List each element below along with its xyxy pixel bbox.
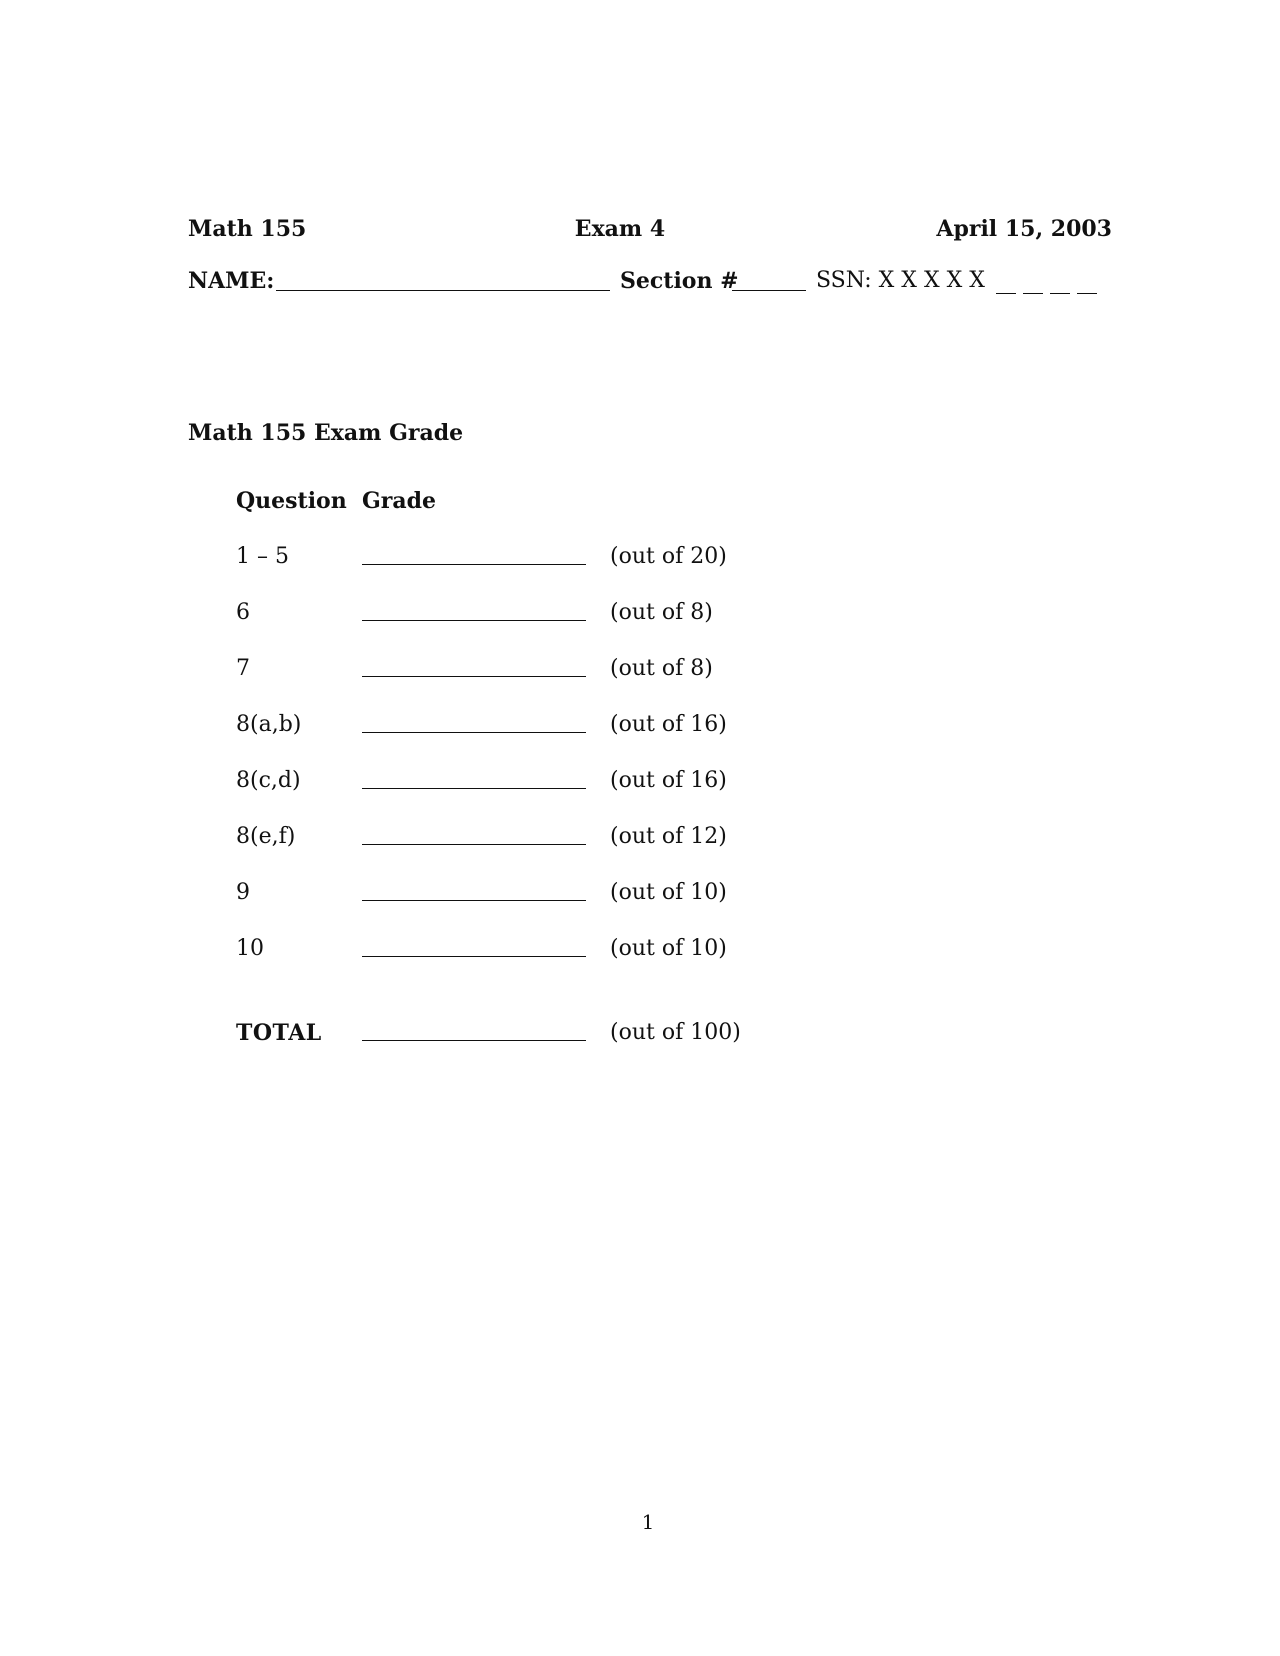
section-field[interactable]: [732, 290, 806, 291]
max-points: (out of 8): [610, 656, 713, 681]
grade-row: [0, 656, 1280, 686]
name-label: NAME:: [188, 268, 275, 294]
max-points: (out of 16): [610, 712, 727, 737]
grade-field[interactable]: [362, 620, 586, 621]
grade-row: [0, 936, 1280, 966]
total-grade-field[interactable]: [362, 1040, 586, 1041]
grade-row: [0, 712, 1280, 742]
question-label: 8(a,b): [236, 712, 302, 737]
grade-row: [0, 880, 1280, 910]
max-points: (out of 16): [610, 768, 727, 793]
grade-section-title: Math 155 Exam Grade: [188, 420, 464, 446]
grade-row: [0, 544, 1280, 574]
grade-field[interactable]: [362, 900, 586, 901]
max-points: (out of 8): [610, 600, 713, 625]
exam-date: April 15, 2003: [936, 216, 1112, 242]
question-label: 1 – 5: [236, 544, 289, 569]
section-label: Section #: [620, 268, 739, 294]
ssn-digit-field-2[interactable]: [1023, 293, 1043, 294]
grade-field[interactable]: [362, 732, 586, 733]
max-points: (out of 10): [610, 880, 727, 905]
total-label: TOTAL: [236, 1020, 322, 1046]
grade-row: [0, 600, 1280, 630]
grade-field[interactable]: [362, 676, 586, 677]
max-points: (out of 12): [610, 824, 727, 849]
grade-field[interactable]: [362, 844, 586, 845]
grade-field[interactable]: [362, 788, 586, 789]
question-label: 9: [236, 880, 250, 905]
total-row: [0, 1020, 1280, 1050]
max-points: (out of 10): [610, 936, 727, 961]
question-label: 6: [236, 600, 250, 625]
grade-field[interactable]: [362, 564, 586, 565]
grade-field[interactable]: [362, 956, 586, 957]
ssn-digit-field-3[interactable]: [1050, 293, 1070, 294]
ssn-digit-field-1[interactable]: [996, 293, 1016, 294]
exam-title: Exam 4: [574, 216, 666, 242]
grade-row: [0, 768, 1280, 798]
question-label: 10: [236, 936, 264, 961]
question-label: 8(e,f): [236, 824, 296, 849]
grade-column-header: Grade: [362, 488, 437, 514]
page-number: 1: [641, 1510, 655, 1534]
course-title: Math 155: [188, 216, 307, 242]
ssn-label: SSN: X X X X X: [816, 268, 985, 293]
question-column-header: Question: [236, 488, 347, 514]
question-label: 7: [236, 656, 250, 681]
total-max-points: (out of 100): [610, 1020, 741, 1045]
name-field[interactable]: [276, 290, 610, 291]
ssn-digit-field-4[interactable]: [1077, 293, 1097, 294]
grade-row: [0, 824, 1280, 854]
question-label: 8(c,d): [236, 768, 301, 793]
max-points: (out of 20): [610, 544, 727, 569]
